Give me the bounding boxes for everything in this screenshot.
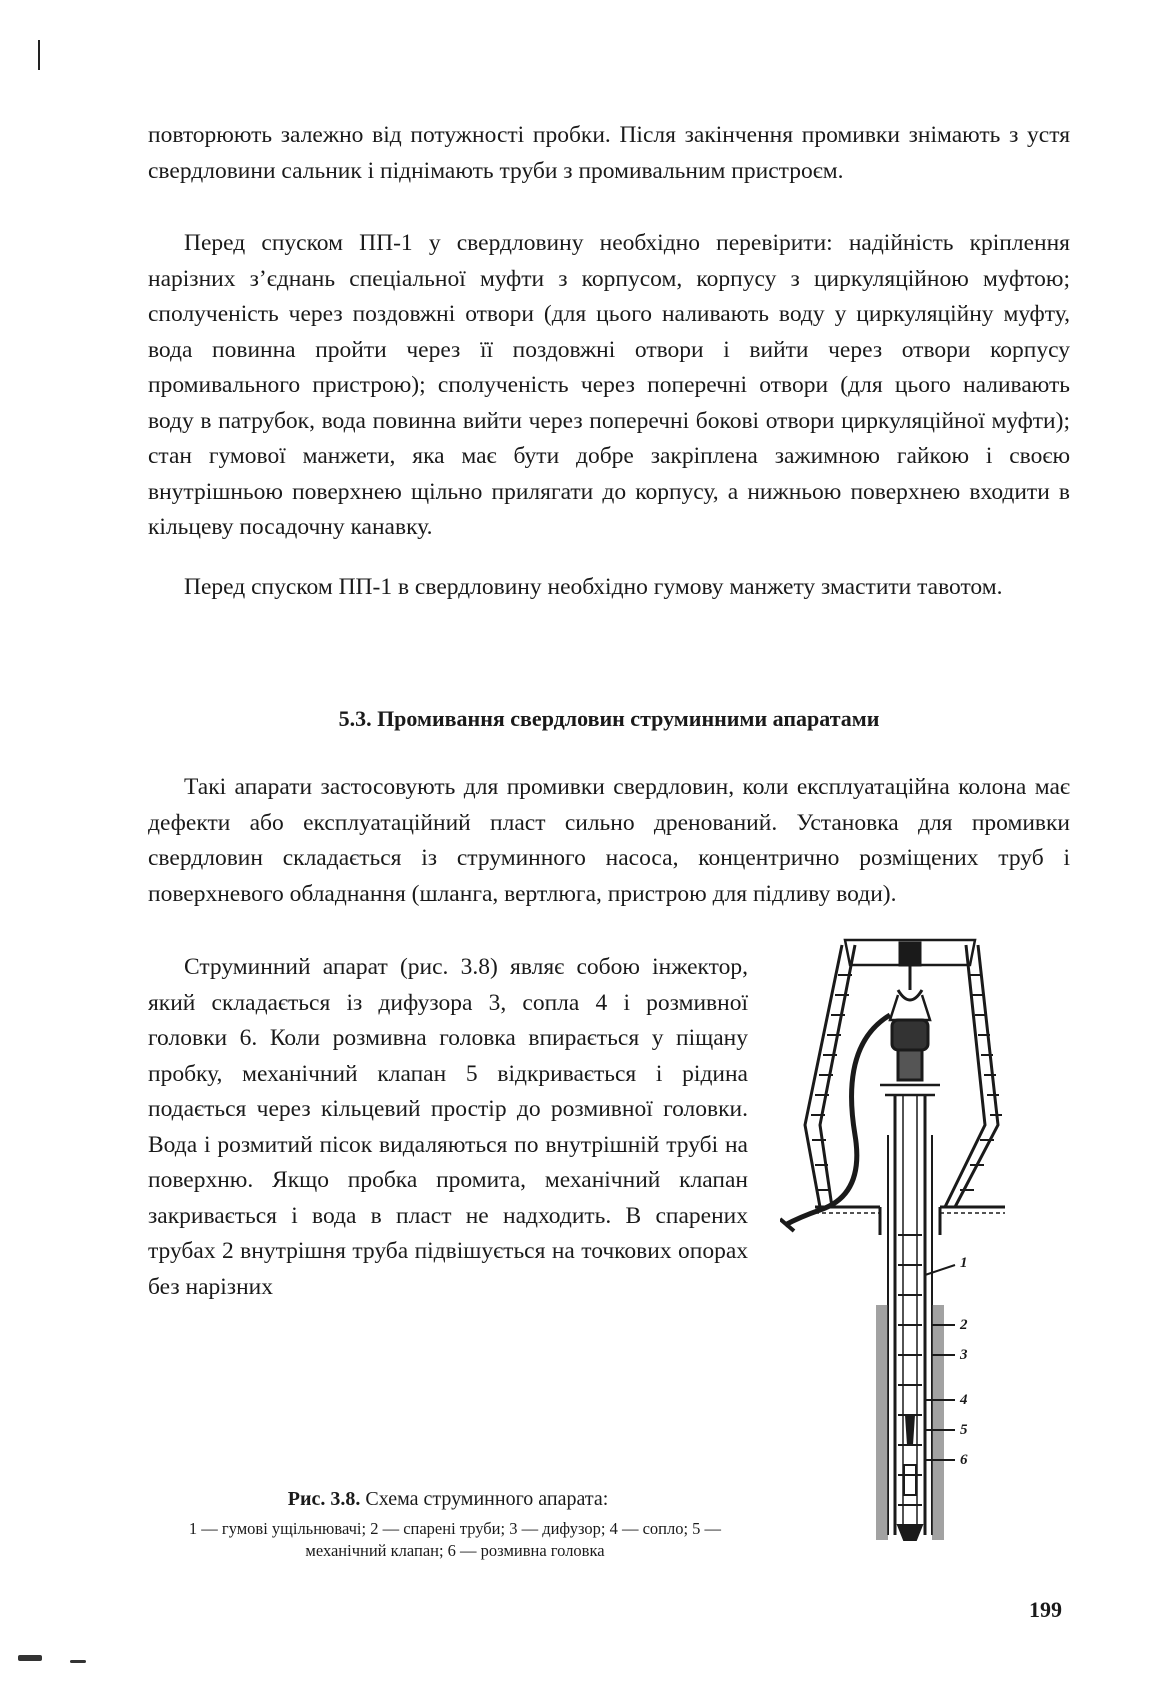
callout-labels (959, 1255, 968, 1468)
page-number: 199 (1029, 1597, 1062, 1622)
figure-caption-title: Схема струминного апарата: (365, 1488, 609, 1510)
callout-5: 5 (960, 1422, 968, 1438)
internal-details (898, 1235, 922, 1540)
paragraph-2: Перед спуском ПП-1 у свердловину необхідно перевірити: надійність кріплення нарізних з’єднань спеціальної муфти з корпусом, корпусу з циркуляційною муфтою; сполученість через поздовжні отвори (для цього наливають воду у циркуляційну муфту, вода повинна пройти через її поздовжні отвори і вийти через отвори корпусу промивального пристрою); сполученість через поперечні отвори (для цього наливають воду в патрубок, вода повинна вийти через поперечні бокові отвори циркуляційної муфти); стан гумової манжети, яка має бути добре закріплена зажимною гайкою і своєю внутрішньою поверхнею щільно прилягати до корпусу, а нижньою поверхнею входити в кільцеву посадочну канавку. (148, 230, 1070, 540)
callout-4: 4 (960, 1392, 968, 1408)
paragraph-4: Такі апарати застосовують для промивки свердловин, коли експлуатаційна колона має дефекти або експлуатаційний пласт сильно дренований. Установка для промивки свердловин складається із струминного насоса, концентрично розміщених труб і поверхневого обладнання (шланга, вертлюга, пристрою для підливу води). (148, 774, 1070, 907)
paragraph-1: повторюють залежно від потужності пробки. Після закінчення промивки знімають з устя свердловини сальник і піднімають труби з промивальним пристроєм. (148, 122, 1070, 184)
figure-caption (148, 1488, 748, 1511)
jet-apparatus-diagram (780, 935, 1030, 1545)
paragraph-3: Перед спуском ПП-1 в свердловину необхідно гумову манжету змастити тавотом. (184, 574, 1003, 600)
pipe-string (888, 1095, 932, 1535)
scan-artifact (18, 1655, 42, 1661)
swivel-assembly (780, 943, 940, 1231)
ground-line (815, 1207, 1005, 1235)
callout-2: 2 (960, 1317, 968, 1333)
callout-3: 3 (960, 1347, 968, 1363)
paragraph-5: Струминний апарат (рис. 3.8) являє собою інжектор, який складається із дифузора 3, сопла 4 і розмивної головки 6. Коли розмивна головка впирається у піщану пробку, механічний клапан 5 відкривається і рідина подається через кільцевий простір до розмивної головки. Вода і розмитий пісок видаляються по внутрішній трубі на поверхню. Якщо пробка промита, механічний клапан закривається і вода в пласт не надходить. В спарених трубах 2 внутрішня труба підвішується на точкових опорах без нарізних (148, 954, 748, 1300)
scan-artifact (70, 1660, 86, 1663)
callout-1: 1 (960, 1255, 968, 1271)
figure-caption-label: Рис. 3.8. (287, 1488, 361, 1510)
margin-mark (38, 40, 40, 70)
callout-6: 6 (960, 1452, 968, 1468)
figure-legend: 1 — гумові ущільнювачі; 2 — спарені труби; 3 — дифузор; 4 — сопло; 5 — механічний клапан; 6 — розмивна головка (188, 1519, 722, 1560)
section-heading: 5.3. Промивання свердловин струминними апаратами (338, 706, 880, 731)
jet-apparatus-figure (780, 935, 1030, 1545)
